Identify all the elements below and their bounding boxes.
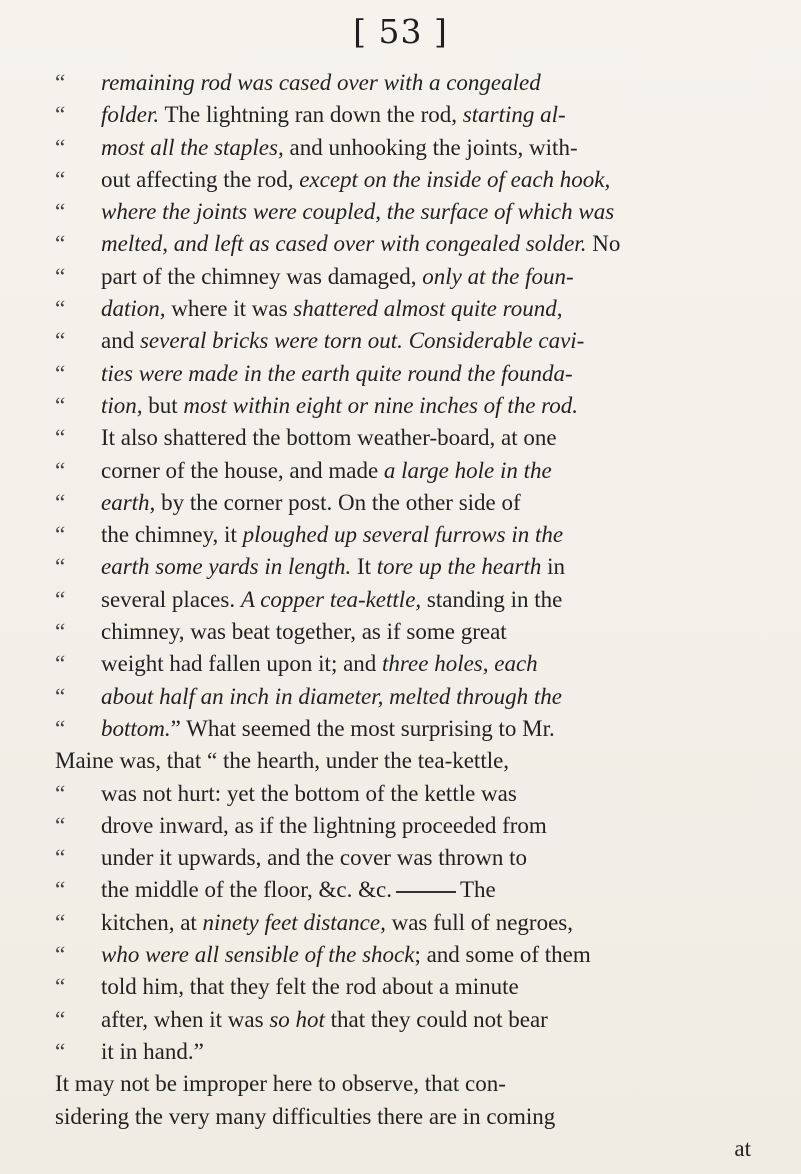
italic-text: bottom. (101, 715, 171, 741)
roman-text: weight had fallen upon it; and (101, 651, 383, 677)
roman-text: chimney, was beat together, as if some great (101, 619, 507, 645)
italic-text: except on the inside of each hook, (299, 166, 611, 192)
text-line (55, 325, 755, 357)
roman-text: sidering the very many difficulties there are in coming (55, 1103, 556, 1129)
text-line (55, 1036, 755, 1068)
dash-rule (396, 891, 456, 893)
text-line (55, 778, 755, 810)
quote-mark: “ (55, 974, 66, 1000)
roman-text: It also shattered the bottom weather-board, at one (101, 425, 557, 451)
quote-mark: “ (55, 1038, 66, 1064)
italic-text: most within eight or nine inches of the rod. (183, 392, 579, 418)
text-line (55, 261, 755, 293)
text-line (55, 907, 755, 939)
quote-mark: “ (55, 328, 66, 354)
italic-text: only at the foun- (422, 263, 574, 289)
roman-text: The lightning ran down the rod, (159, 102, 463, 128)
italic-text: shattered almost quite round, (293, 296, 563, 322)
text-line (55, 939, 755, 971)
text-line (55, 1101, 755, 1133)
italic-text: three holes, each (382, 651, 538, 677)
text-line (55, 228, 755, 260)
page-number-header: [ 53 ] (353, 12, 448, 51)
roman-text: corner of the house, and made (101, 457, 384, 483)
roman-text: The (459, 877, 496, 903)
quote-mark: “ (55, 263, 66, 289)
roman-text: the middle of the floor, &c. &c. (101, 877, 392, 903)
quote-mark: “ (55, 812, 66, 838)
text-line (55, 422, 755, 454)
italic-text: tion, (101, 392, 143, 418)
text-line (55, 810, 755, 842)
italic-text: ploughed up several furrows in the (242, 522, 564, 548)
text-line (55, 455, 755, 487)
text-line (55, 971, 755, 1003)
quote-mark: “ (55, 425, 66, 451)
roman-text: that they could not bear (324, 1006, 548, 1032)
roman-text: told him, that they felt the rod about a minute (101, 974, 519, 1000)
quote-mark: “ (55, 296, 66, 322)
roman-text: and (101, 328, 140, 354)
quote-mark: “ (55, 554, 66, 580)
italic-text: melted, and left as cased over with congealed solder. (101, 231, 587, 257)
roman-text: where it was (165, 296, 294, 322)
text-line (55, 164, 755, 196)
italic-text: several bricks were torn out. (139, 328, 403, 354)
quote-mark: “ (55, 619, 66, 645)
roman-text: at (734, 1135, 751, 1161)
body-text (55, 67, 755, 1165)
text-line (55, 648, 755, 680)
roman-text: it in hand.” (101, 1038, 204, 1064)
italic-text: remaining rod was cased over with a congealed (101, 70, 541, 95)
text-line (55, 681, 755, 713)
quote-mark: “ (55, 134, 66, 160)
quote-mark: “ (55, 102, 66, 128)
quote-mark: “ (55, 231, 66, 257)
text-line (55, 196, 755, 228)
text-line (55, 874, 755, 906)
roman-text: the chimney, it (101, 522, 243, 548)
italic-text: A copper tea-kettle, (240, 586, 422, 612)
roman-text: and unhooking the joints, with- (283, 134, 578, 160)
text-line (55, 132, 755, 164)
text-line (55, 293, 755, 325)
text-line (55, 67, 755, 99)
italic-text: so hot (269, 1006, 325, 1032)
roman-text: standing in the (421, 586, 563, 612)
text-line (55, 842, 755, 874)
roman-text: ” What seemed the most surprising to Mr. (170, 715, 555, 741)
roman-text: It may not be improper here to observe, that con- (55, 1071, 506, 1097)
roman-text: after, when it was (101, 1006, 270, 1032)
italic-text: folder. (101, 102, 160, 128)
roman-text: kitchen, at (101, 909, 203, 935)
roman-text: ; and some of them (414, 942, 591, 968)
roman-text: Maine was, that “ the hearth, under the tea-kettle, (55, 748, 510, 774)
text-line (55, 1004, 755, 1036)
text-line (55, 487, 755, 519)
roman-text: under it upwards, and the cover was thrown to (101, 845, 528, 871)
quote-mark: “ (55, 651, 66, 677)
italic-text: earth, (101, 489, 156, 515)
italic-text: starting al- (462, 102, 566, 128)
italic-text: where the joints were coupled, the surface of which was (101, 199, 615, 225)
quote-mark: “ (55, 877, 66, 903)
roman-text: was not hurt: yet the bottom of the kettle was (101, 780, 517, 806)
italic-text: who were all sensible of the shock (101, 942, 415, 968)
text-line (55, 519, 755, 551)
text-line (55, 390, 755, 422)
quote-mark: “ (55, 909, 66, 935)
italic-text: ninety feet distance, (202, 909, 386, 935)
quote-mark: “ (55, 392, 66, 418)
quote-mark: “ (55, 70, 66, 95)
roman-text: No (586, 231, 621, 257)
italic-text: about half an inch in diameter, melted through the (101, 683, 563, 709)
text-line (55, 1133, 755, 1165)
quote-mark: “ (55, 942, 66, 968)
italic-text: dation, (101, 296, 166, 322)
quote-mark: “ (55, 522, 66, 548)
roman-text: out affecting the rod, (101, 166, 300, 192)
quote-mark: “ (55, 845, 66, 871)
italic-text: tore up the hearth (376, 554, 542, 580)
text-line (55, 551, 755, 583)
roman-text: but (142, 392, 184, 418)
text-line (55, 713, 755, 745)
quote-mark: “ (55, 457, 66, 483)
text-line (55, 616, 755, 648)
quote-mark: “ (55, 780, 66, 806)
roman-text: part of the chimney was damaged, (101, 263, 423, 289)
roman-text: by the corner post. On the other side of (155, 489, 521, 515)
text-line (55, 99, 755, 131)
roman-text: drove inward, as if the lightning proceeded from (101, 812, 547, 838)
quote-mark: “ (55, 586, 66, 612)
italic-text: Considerable cavi- (408, 328, 585, 354)
text-line (55, 1068, 755, 1100)
text-line (55, 584, 755, 616)
quote-mark: “ (55, 1006, 66, 1032)
quote-mark: “ (55, 199, 66, 225)
quote-mark: “ (55, 715, 66, 741)
quote-mark: “ (55, 683, 66, 709)
text-line (55, 358, 755, 390)
quote-mark: “ (55, 360, 66, 386)
quote-mark: “ (55, 166, 66, 192)
italic-text: a large hole in the (383, 457, 552, 483)
italic-text: earth some yards in length. (101, 554, 352, 580)
italic-text: most all the staples, (101, 134, 284, 160)
roman-text: in (541, 554, 566, 580)
quote-mark: “ (55, 489, 66, 515)
roman-text: was full of negroes, (385, 909, 573, 935)
text-line (55, 745, 755, 777)
italic-text: ties were made in the earth quite round the founda- (101, 360, 573, 386)
roman-text: It (351, 554, 377, 580)
roman-text: several places. (101, 586, 241, 612)
